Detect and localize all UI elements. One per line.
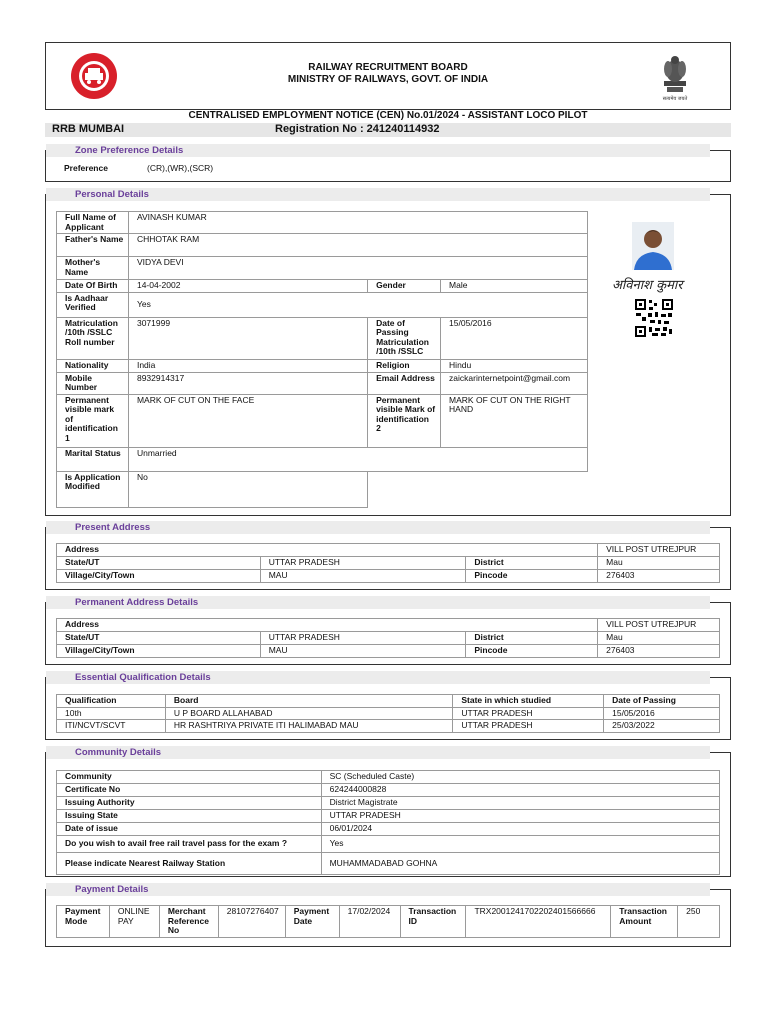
board-title: RAILWAY RECRUITMENT BOARD [308,62,468,73]
gender-label: Gender [368,280,441,293]
present-title: Present Address [46,521,710,534]
transaction-amount-value: 250 [678,906,720,938]
issuing-state-value: UTTAR PRADESH [321,810,719,823]
full-name-value: AVINASH KUMAR [128,212,587,234]
pincode-label: Pincode [466,645,598,658]
personal-section [45,189,731,516]
marital-label: Marital Status [57,447,129,471]
table-row [57,359,588,372]
dob-label: Date Of Birth [57,280,129,293]
registration-number: Registration No : 241240114932 [275,123,440,135]
zone-title: Zone Preference Details [46,144,710,157]
state-label: State/UT [57,557,261,570]
col-date: Date of Passing [604,695,720,708]
certificate-label: Certificate No [57,784,322,797]
mobile-label: Mobile Number [57,372,129,394]
gender-value: Male [441,280,588,293]
aadhaar-value: Yes [128,292,587,317]
pincode-value: 276403 [598,570,720,583]
preference-label: Preference [64,163,108,173]
full-name-label: Full Name of Applicant [57,212,129,234]
table-row [57,645,720,658]
issuing-state-label: Issuing State [57,810,322,823]
community-table [56,770,720,875]
table-row [57,372,588,394]
col-state: State in which studied [453,695,604,708]
railway-station-label: Please indicate Nearest Railway Station [57,853,322,875]
table-row [57,619,720,632]
document-header [45,42,731,110]
state-value: UTTAR PRADESH [260,557,466,570]
community-section [45,747,731,877]
qr-code-icon [634,298,674,338]
table-row [57,771,720,784]
qualification-section [45,672,731,740]
community-value: SC (Scheduled Caste) [321,771,719,784]
mobile-value: 8932914317 [128,372,367,394]
address-label: Address [57,619,598,632]
table-row [57,317,588,359]
email-value: zaickarinternetpoint@gmail.com [441,372,588,394]
qualification-cell: ITI/NCVT/SCVT [57,720,166,733]
date-cell: 15/05/2016 [604,707,720,720]
table-row [57,836,720,853]
district-value: Mau [598,557,720,570]
table-row [57,707,720,720]
pincode-label: Pincode [466,570,598,583]
village-value: MAU [260,570,466,583]
aadhaar-label: Is Aadhaar Verified [57,292,129,317]
table-row [57,471,588,507]
issue-date-label: Date of issue [57,823,322,836]
permanent-address-section [45,597,731,665]
personal-title: Personal Details [46,188,710,201]
payment-table [56,905,720,938]
mark1-value: MARK OF CUT ON THE FACE [128,394,367,447]
rail-pass-value: Yes [321,836,719,853]
mark2-value: MARK OF CUT ON THE RIGHT HAND [441,394,588,447]
state-label: State/UT [57,632,261,645]
address-value: VILL POST UTREJPUR [598,619,720,632]
present-address-section [45,522,731,590]
nationality-label: Nationality [57,359,129,372]
mark2-label: Permanent visible Mark of identification 2 [368,394,441,447]
mother-label: Mother's Name [57,257,129,280]
pass-date-value: 15/05/2016 [441,317,588,359]
table-row [57,257,588,280]
table-row [57,557,720,570]
ministry-title: MINISTRY OF RAILWAYS, GOVT. OF INDIA [287,74,489,85]
matric-label: Matriculation /10th /SSLC Roll number [57,317,129,359]
board-cell: HR RASHTRIYA PRIVATE ITI HALIMABAD MAU [165,720,452,733]
table-row [57,853,720,875]
present-address-table-2 [56,556,720,583]
table-header-row [57,695,720,708]
col-qualification: Qualification [57,695,166,708]
state-value: UTTAR PRADESH [260,632,466,645]
notice-title: CENTRALISED EMPLOYMENT NOTICE (CEN) No.01/2024 - ASSISTANT LOCO PILOT [188,110,588,121]
transaction-id-label: Transaction ID [400,906,466,938]
table-row [57,906,720,938]
table-row [57,720,720,733]
village-label: Village/City/Town [57,645,261,658]
community-label: Community [57,771,322,784]
pincode-value: 276403 [598,645,720,658]
col-board: Board [165,695,452,708]
mother-value: VIDYA DEVI [128,257,587,280]
payment-date-value: 17/02/2024 [339,906,400,938]
permanent-title: Permanent Address Details [46,596,710,609]
mark1-label: Permanent visible mark of identification 1 [57,394,129,447]
district-label: District [466,557,598,570]
nationality-value: India [128,359,367,372]
matric-value: 3071999 [128,317,367,359]
state-cell: UTTAR PRADESH [453,707,604,720]
table-row [57,394,588,447]
table-row [57,544,720,557]
payment-section [45,884,731,947]
emblem-motto: सत्यमेव जयते [662,96,688,102]
transaction-amount-label: Transaction Amount [611,906,678,938]
board-cell: U P BOARD ALLAHABAD [165,707,452,720]
village-value: MAU [260,645,466,658]
permanent-address-table-2 [56,631,720,658]
payment-title: Payment Details [46,883,710,896]
pass-date-label: Date of Passing Matriculation /10th /SSLC [368,317,441,359]
marital-value: Unmarried [128,447,587,471]
railway-station-value: MUHAMMADABAD GOHNA [321,853,719,875]
table-row [57,797,720,810]
district-value: Mau [598,632,720,645]
district-label: District [466,632,598,645]
table-row [57,632,720,645]
applicant-signature: अविनाश कुमार [612,278,683,293]
payment-date-label: Payment Date [285,906,339,938]
personal-table [56,211,588,508]
father-label: Father's Name [57,234,129,257]
table-row [57,570,720,583]
applicant-photo [632,222,674,270]
transaction-id-value: TRX2001241702202401566666 [466,906,611,938]
payment-mode-label: Payment Mode [57,906,110,938]
father-value: CHHOTAK RAM [128,234,587,257]
modified-label: Is Application Modified [57,471,129,507]
address-label: Address [57,544,598,557]
zone-section [45,145,731,182]
community-title: Community Details [46,746,710,759]
authority-label: Issuing Authority [57,797,322,810]
table-row [57,212,588,234]
religion-label: Religion [368,359,441,372]
payment-mode-value: ONLINE PAY [109,906,159,938]
table-row [57,447,588,471]
rrb-name: RRB MUMBAI [52,123,125,135]
certificate-value: 624244000828 [321,784,719,797]
table-row [57,810,720,823]
state-cell: UTTAR PRADESH [453,720,604,733]
national-emblem-icon [658,51,692,103]
table-row [57,784,720,797]
table-row [57,823,720,836]
issue-date-value: 06/01/2024 [321,823,719,836]
rail-pass-label: Do you wish to avail free rail travel pass for the exam ? [57,836,322,853]
village-label: Village/City/Town [57,570,261,583]
table-row [57,234,588,257]
present-address-table [56,543,720,557]
dob-value: 14-04-2002 [128,280,367,293]
date-cell: 25/03/2022 [604,720,720,733]
authority-value: District Magistrate [321,797,719,810]
modified-value: No [128,471,367,507]
email-label: Email Address [368,372,441,394]
merchant-ref-label: Merchant Reference No [159,906,218,938]
qualification-title: Essential Qualification Details [46,671,710,684]
preference-value: (CR),(WR),(SCR) [147,163,214,173]
table-row [57,280,588,293]
qualification-cell: 10th [57,707,166,720]
permanent-address-table [56,618,720,632]
table-row [57,292,588,317]
religion-value: Hindu [441,359,588,372]
address-value: VILL POST UTREJPUR [598,544,720,557]
merchant-ref-value: 28107276407 [218,906,285,938]
qualification-table [56,694,720,733]
